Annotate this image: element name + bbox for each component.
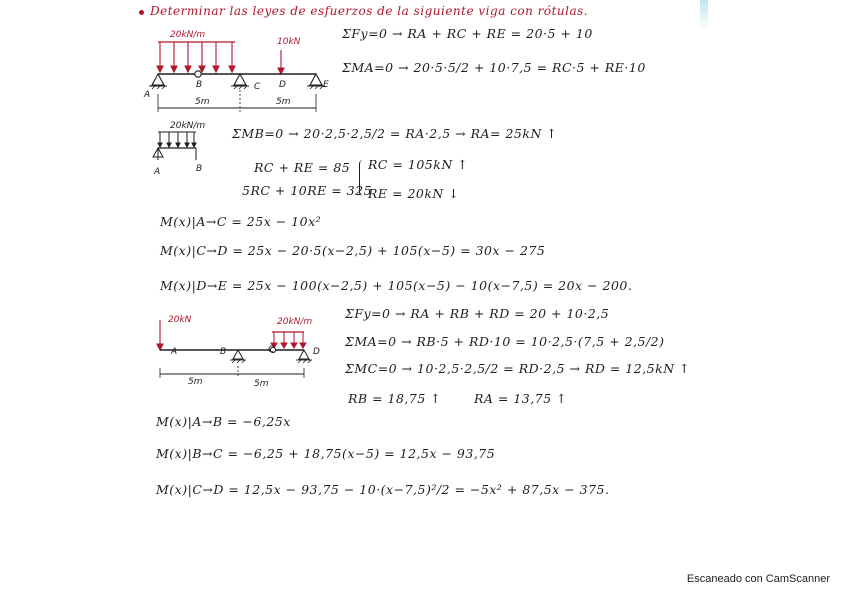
scanner-watermark: Escaneado con CamScanner	[686, 573, 830, 585]
eq2-result-a: RA = 13,75 ↑	[474, 391, 568, 406]
eq2-sum-forces: ΣFy=0 → RA + RB + RD = 20 + 10·2,5	[345, 306, 610, 321]
moment1-de: M(x)|D→E = 25x − 100(x−2,5) + 105(x−5) − 10(x−7,5) = 20x − 200.	[160, 278, 633, 293]
beam1-point-c: C	[254, 82, 261, 92]
beam1-point-a: A	[144, 90, 151, 100]
eq2-sum-moments-a: ΣMA=0 → RB·5 + RD·10 = 10·2,5·(7,5 + 2,5/2)	[345, 334, 665, 349]
moment1-cd: M(x)|C→D = 25x − 20·5(x−2,5) + 105(x−5) = 30x − 275	[160, 243, 546, 258]
beam1-point-d: D	[279, 80, 286, 90]
sub-eq-moment: ΣMB=0 → 20·2,5·2,5/2 = RA·2,5 → RA= 25kN ↑	[232, 126, 558, 141]
eq2-sum-moments-c: ΣMC=0 → 10·2,5·2,5/2 = RD·2,5 → RD = 12,5kN ↑	[345, 361, 691, 376]
sub-result-c: RC = 105kN ↑	[368, 157, 469, 172]
sub-result-e: RE = 20kN ↓	[368, 186, 460, 201]
beam2-point-b: B	[220, 347, 227, 357]
eq2-result-b: RB = 18,75 ↑	[348, 391, 442, 406]
beam1-span2: 5m	[276, 97, 291, 107]
beam2-point-load-label: 20kN	[168, 315, 192, 325]
sub-beam-load-label: 20kN/m	[170, 121, 206, 131]
beam2-span1: 5m	[188, 377, 203, 387]
beam2-point-d: D	[313, 347, 320, 357]
eq1-sum-moments: ΣMA=0 → 20·5·5/2 + 10·7,5 = RC·5 + RE·10	[342, 60, 646, 75]
bullet-dot	[139, 10, 144, 15]
beam1-point-b: B	[196, 80, 203, 90]
sub-beam-point-b: B	[196, 164, 203, 174]
problem-title: Determinar las leyes de esfuerzos de la siguiente viga con rótulas.	[150, 4, 589, 18]
beam2-point-c: C	[268, 345, 275, 355]
moment2-cd: M(x)|C→D = 12,5x − 93,75 − 10·(x−7,5)²/2 = −5x² + 87,5x − 375.	[156, 482, 610, 497]
sub-beam-point-a: A	[154, 167, 161, 177]
eq1-sum-forces: ΣFy=0 → RA + RC + RE = 20·5 + 10	[342, 26, 593, 41]
beam1-point-load-label: 10kN	[277, 37, 301, 47]
scan-edge-artifact	[700, 0, 708, 30]
sub-eq-sum2: 5RC + 10RE = 325	[242, 183, 373, 198]
beam1-point-e: E	[323, 80, 329, 90]
beam1-dist-load-label: 20kN/m	[170, 30, 206, 40]
beam1-span1: 5m	[195, 97, 210, 107]
beam2-dist-load-label: 20kN/m	[277, 317, 313, 327]
sub-eq-sum1: RC + RE = 85	[254, 160, 351, 175]
moment2-ab: M(x)|A→B = −6,25x	[156, 414, 291, 429]
beam2-span2: 5m	[254, 379, 269, 389]
beam1-diagram	[140, 28, 340, 128]
beam2-point-a: A	[171, 347, 178, 357]
moment1-ac: M(x)|A→C = 25x − 10x²	[160, 214, 322, 229]
brace	[359, 160, 366, 196]
moment2-bc: M(x)|B→C = −6,25 + 18,75(x−5) = 12,5x − 93,75	[156, 446, 496, 461]
